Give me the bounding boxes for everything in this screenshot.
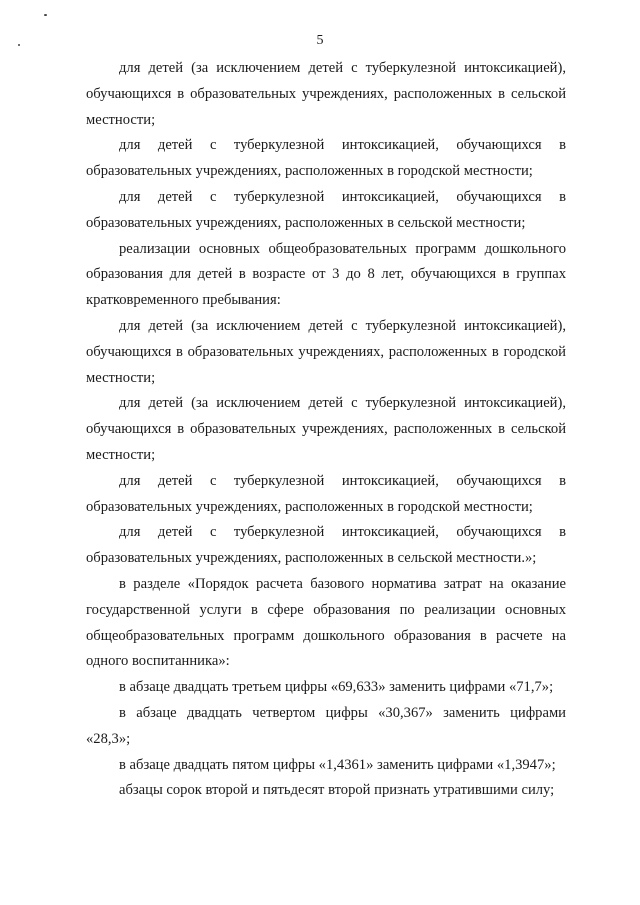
paragraph-rural-no-tb: для детей (за исключением детей с туберкулезной интоксикацией), обучающихся в образовательных учреждениях, расположенных в сельской местности;: [86, 60, 566, 128]
paragraph-amendment-24: в абзаце двадцать четвертом цифры «30,367» заменить цифрами «28,3»;: [86, 704, 566, 747]
paragraph-urban-no-tb-short: для детей (за исключением детей с туберкулезной интоксикацией), обучающихся в образовательных учреждениях, расположенных в городской местности;: [86, 317, 566, 386]
page-number: 5: [316, 33, 324, 48]
paragraph-rural-no-tb-short: для детей (за исключением детей с туберкулезной интоксикацией), обучающихся в образовательных учреждениях, расположенных в сельской местности;: [86, 395, 566, 463]
paragraph-amendment-23: в абзаце двадцать третьем цифры «69,633» заменить цифрами «71,7»;: [119, 679, 554, 696]
paragraph-repeal: абзацы сорок второй и пятьдесят второй признать утратившими силу;: [119, 782, 555, 799]
paragraph-section-reference: в разделе «Порядок расчета базового норматива затрат на оказание государственной услуги в сфере образования по реализации основных общеобразовательных программ дошкольного образования в расчете на одного воспитанника»:: [86, 575, 566, 670]
scan-speck-top-left: [44, 14, 47, 16]
paragraph-rural-tb: для детей с туберкулезной интоксикацией, обучающихся в образовательных учреждениях, расположенных в сельской местности;: [86, 188, 566, 231]
paragraph-urban-tb: для детей с туберкулезной интоксикацией, обучающихся в образовательных учреждениях, расположенных в городской местности;: [86, 137, 566, 180]
document-body: [86, 56, 566, 804]
paragraph-amendment-25: в абзаце двадцать пятом цифры «1,4361» заменить цифрами «1,3947»;: [119, 756, 556, 773]
paragraph-short-stay-groups: реализации основных общеобразовательных программ дошкольного образования для детей в возрасте от 3 до 8 лет, обучающихся в группах кратковременного пребывания:: [86, 240, 566, 309]
paragraph-urban-tb-short: для детей с туберкулезной интоксикацией, обучающихся в образовательных учреждениях, расположенных в городской местности;: [86, 472, 566, 515]
paragraph-rural-tb-short: для детей с туберкулезной интоксикацией, обучающихся в образовательных учреждениях, расположенных в сельской местности.»;: [86, 524, 566, 567]
